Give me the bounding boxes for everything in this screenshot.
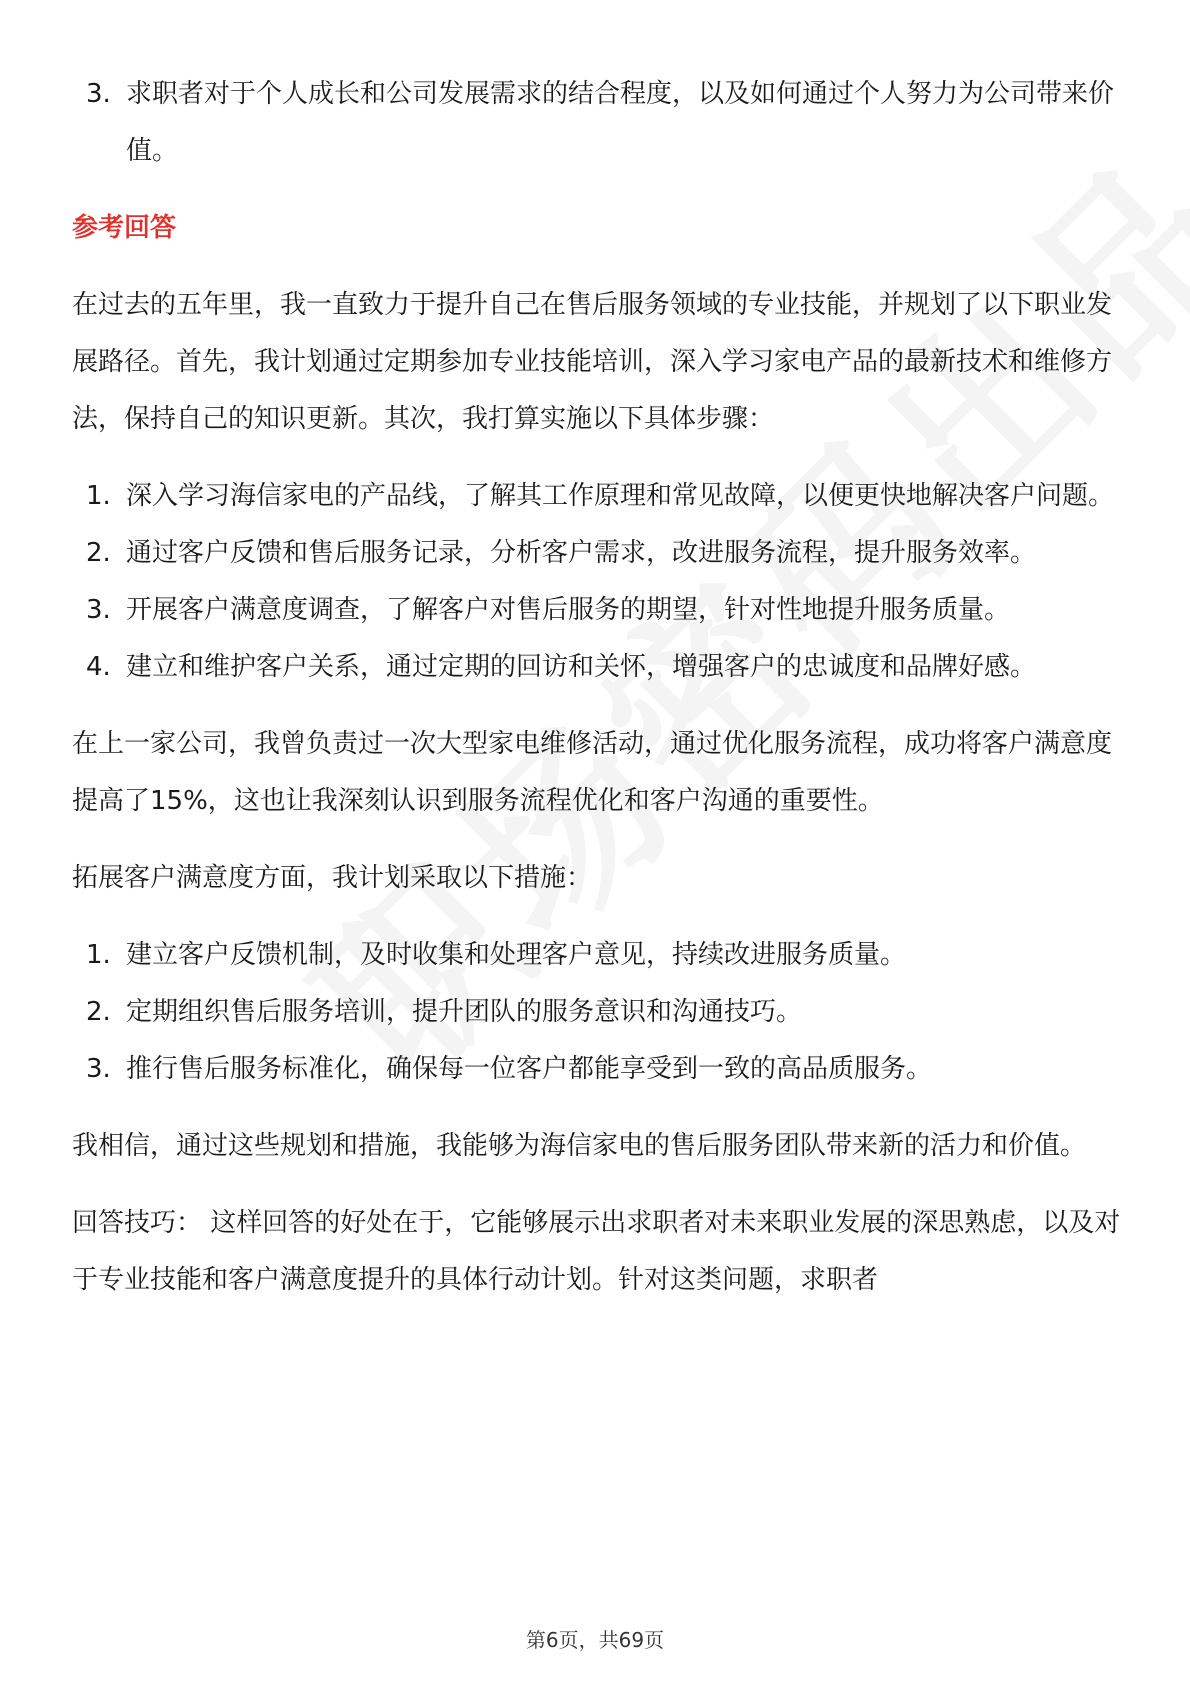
list-item [72,468,1122,525]
list-text: 建立客户反馈机制，及时收集和处理客户意见，持续改进服务质量。 [126,940,907,970]
list-text: 推行售后服务标准化，确保每一位客户都能享受到一致的高品质服务。 [126,1054,933,1084]
list-text: 通过客户反馈和售后服务记录，分析客户需求，改进服务流程，提升服务效率。 [126,538,1037,568]
paragraph: 拓展客户满意度方面，我计划采取以下措施： [72,863,593,893]
list-number: 1. [86,481,111,511]
list-number: 3. [86,595,111,625]
list-number: 4. [86,652,111,682]
list-item [72,984,1122,1041]
section-heading: 参考回答 [72,213,177,243]
paragraph: 我相信，通过这些规划和措施，我能够为海信家电的售后服务团队带来新的活力和价值。 [72,1131,1087,1161]
list-text: 求职者对于个人成长和公司发展需求的结合程度，以及如何通过个人努力为公司带来价值。 [126,79,1115,166]
list-text: 定期组织售后服务培训，提升团队的服务意识和沟通技巧。 [126,997,803,1027]
paragraph: 回答技巧： 这样回答的好处在于，它能够展示出求职者对未来职业发展的深思熟虑，以及对于专业技能和客户满意度提升的具体行动计划。针对这类问题，求职者 [72,1208,1121,1295]
list-number: 2. [86,997,111,1027]
list-text: 建立和维护客户关系，通过定期的回访和关怀，增强客户的忠诚度和品牌好感。 [126,652,1037,682]
list-number: 2. [86,538,111,568]
list-number: 3. [86,1054,111,1084]
paragraph: 在过去的五年里，我一直致力于提升自己在售后服务领域的专业技能，并规划了以下职业发展路径。首先，我计划通过定期参加专业技能培训，深入学习家电产品的最新技术和维修方法，保持自己的知识更新。其次，我打算实施以下具体步骤： [72,290,1113,434]
list-item [72,639,1122,696]
paragraph: 在上一家公司，我曾负责过一次大型家电维修活动，通过优化服务流程，成功将客户满意度提高了15%，这也让我深刻认识到服务流程优化和客户沟通的重要性。 [72,729,1113,816]
steps-list [72,468,1122,696]
page-footer: 第6页，共69页 [525,1628,665,1652]
list-item [72,66,1122,180]
top-list [72,66,1122,180]
list-item [72,525,1122,582]
page-content [72,66,1122,1309]
list-number: 3. [86,79,111,109]
measures-list [72,927,1122,1098]
list-item [72,927,1122,984]
list-item [72,582,1122,639]
list-text: 深入学习海信家电的产品线，了解其工作原理和常见故障，以便更快地解决客户问题。 [126,481,1115,511]
list-item [72,1041,1122,1098]
list-text: 开展客户满意度调查，了解客户对售后服务的期望，针对性地提升服务质量。 [126,595,1011,625]
list-number: 1. [86,940,111,970]
